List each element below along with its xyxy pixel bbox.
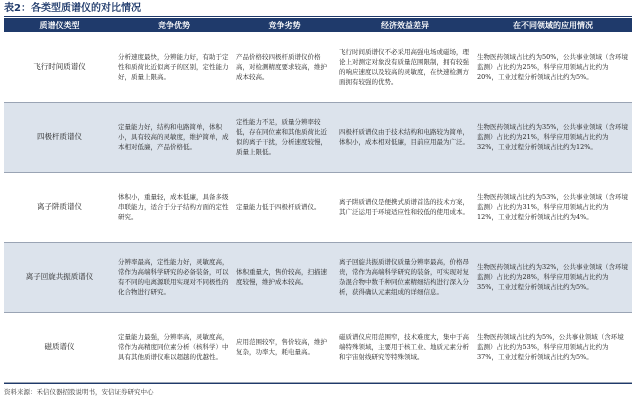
table-row [4,172,632,242]
table-caption: 表2：各类型质谱仪的对比情况 [4,2,632,17]
cell-applications: 生物医药领域占比约为32%，公共事业领域（含环境监测）占比约为28%，科学应用领域占比约为35%，工业过程分析领域占比约为5%。 [474,242,632,312]
cell-advantages: 分辨率最高，定性能力好，灵敏度高，常作为高端科学研究的必备装备，可以有不同的电离源联用实现对不同极性的化合物进行研究。 [115,242,233,312]
cell-economics: 飞行时间质谱仪不必采用高强电场或磁场，理论上对测定对象没有质量范围限制，拥有较强的响应速度以及较高的灵敏度，在快速检测方面拥有较强的优势。 [336,32,474,102]
header-economics: 经济效益差异 [336,18,474,32]
cell-applications: 生物医药领域占比约为53%，公共事业领域（含环境监测）占比约为31%，科学应用领域占比约为12%，工业过程分析领域占比约为4%。 [474,172,632,242]
cell-advantages: 定量能力最强，分辨率高，灵敏度高，常作为高精度同位素分析（核科学）中具有其他质谱仪难以超越的优越性。 [115,312,233,382]
cell-advantages: 分析速度最快，分辨能力好，有助于定性和质荷比近似离子的区别，定性能力好，质量上限高。 [115,32,233,102]
table-row [4,102,632,172]
cell-disadvantages: 定性能力不足，质量分辨率较低，存在同位素和其他质荷比近似的离子干扰，分析速度较慢，质量上限低。 [233,102,336,172]
cell-economics: 离子阱质谱仪是便携式质谱首选的技术方案，其广泛运用于环境适应性和较低的使用成本。 [336,172,474,242]
cell-applications: 生物医药领域占比约为5%，公共事业领域（含环境监测）占比约为53%，科学应用领域占比约为37%，工业过程分析领域占比约为5%。 [474,312,632,382]
cell-disadvantages: 定量能力低于四极杆质谱仪。 [233,172,336,242]
header-advantages: 竞争优势 [115,18,233,32]
cell-type: 离子回旋共振质谱仪 [4,242,115,312]
cell-advantages: 定量能力好，结构和电路简单，体积小，具有较高的灵敏度，维护简单，成本相对低廉，产品价格低。 [115,102,233,172]
header-disadvantages: 竞争劣势 [233,18,336,32]
cell-economics: 四极杆质谱仪由于技术结构和电路较为简单，体积小，成本相对低廉，目前应用最为广泛。 [336,102,474,172]
cell-applications: 生物医药领域占比约为35%，公共事业领域（含环境监测）占比约为21%，科学应用领域占比约为32%，工业过程分析领域占比约为12%。 [474,102,632,172]
cell-type: 离子阱质谱仪 [4,172,115,242]
table-row [4,242,632,312]
cell-economics: 离子回旋共振质谱仪质量分辨率最高，价格昂贵，常作为高端科学研究的装备，可实现对复杂混合物中数千种同位素精细结构进行深入分析，获得确认元素组成的详细信息。 [336,242,474,312]
table-row [4,32,632,102]
cell-disadvantages: 产品价格较四极杆质谱仪价格高，对检测精度要求较高，维护成本较高。 [233,32,336,102]
cell-type: 磁质谱仪 [4,312,115,382]
header-row [4,18,632,32]
cell-applications: 生物医药领域占比约为50%，公共事业领域（含环境监测）占比约为25%，科学应用领域占比约为20%，工业过程分析领域占比约为5%。 [474,32,632,102]
comparison-table [4,18,632,383]
cell-economics: 磁质谱仪应用范围窄，技术难度大，集中于高端特殊领域，主要用于核工业、地质元素分析和宇宙射线研究等特殊领域。 [336,312,474,382]
header-applications: 在不同领域的应用情况 [474,18,632,32]
cell-disadvantages: 应用范围较窄，售价较高，维护复杂，功率大，耗电量高。 [233,312,336,382]
table-row [4,312,632,382]
cell-disadvantages: 体积重量大，售价较高，扫描速度较慢，维护成本较高。 [233,242,336,312]
source-note: 资料来源：禾信仪器招股说明书，安信证券研究中心 [4,383,632,396]
header-type: 质谱仪类型 [4,18,115,32]
cell-type: 飞行时间质谱仪 [4,32,115,102]
cell-advantages: 体积小，重量轻，成本低廉，具备多级串联能力，适合于分子结构方面的定性研究。 [115,172,233,242]
cell-type: 四极杆质谱仪 [4,102,115,172]
